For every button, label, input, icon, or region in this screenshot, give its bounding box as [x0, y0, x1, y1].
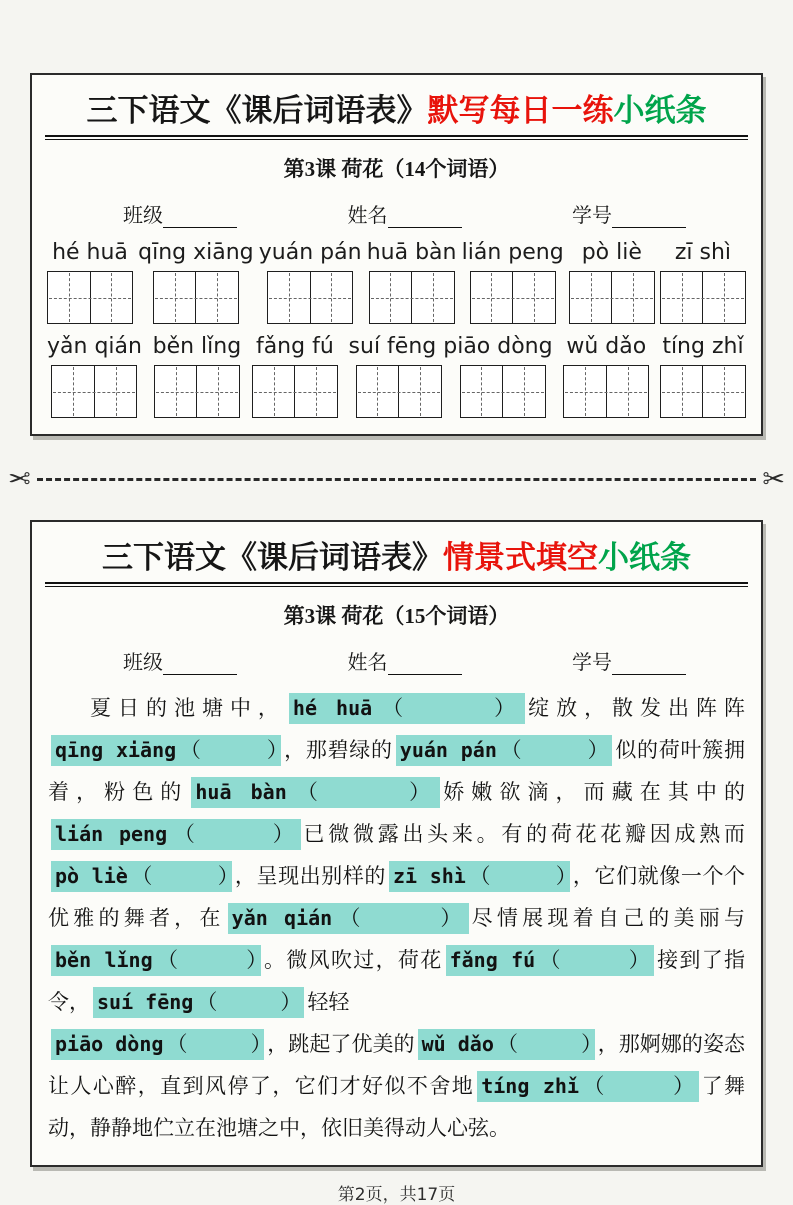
pinyin-label: fǎng fú	[449, 948, 536, 972]
grid-cell	[661, 272, 704, 323]
slip1-title-black: 三下语文《课后词语表》	[86, 93, 428, 129]
pinyin-label: běn lǐng	[152, 334, 242, 359]
word-blank	[191, 777, 440, 808]
writing-box-group	[660, 271, 746, 324]
passage-text: ，那婀娜的姿态让人心醉，直到风停了，它们才好似不舍地	[48, 1032, 746, 1098]
answer-parentheses: （ ）	[335, 906, 466, 930]
title-double-rule	[45, 135, 748, 140]
name-blank-line	[388, 205, 462, 228]
writing-box-group	[356, 365, 546, 418]
grid-cell	[703, 366, 745, 417]
pinyin-label: huā bàn	[366, 240, 457, 265]
character-grid-box	[47, 271, 133, 324]
writing-box-group	[51, 365, 137, 418]
pinyin-label: zī shì	[674, 240, 732, 265]
answer-parentheses: （ ）	[538, 948, 652, 972]
writing-box-group	[154, 365, 240, 418]
grid-cell	[607, 366, 649, 417]
pinyin-label: piāo dòng	[55, 1032, 164, 1056]
pinyin-label: tíng zhǐ	[662, 334, 744, 359]
cut-divider	[8, 462, 785, 496]
pinyin-label: yǎn qián	[231, 906, 333, 930]
character-grid-box	[51, 365, 137, 418]
dictation-word	[660, 240, 746, 324]
grid-cell	[503, 366, 545, 417]
pinyin-label: wǔ dǎo	[566, 334, 647, 359]
passage-text: 轻轻	[307, 990, 350, 1014]
pinyin-label: yǎn qián	[47, 334, 142, 359]
fill-in-passage	[45, 687, 748, 1149]
grid-cell	[399, 366, 441, 417]
slip2-title-red: 情景式填空	[443, 540, 598, 576]
student-number-label: 学号	[572, 652, 612, 674]
word-blank	[446, 945, 655, 976]
grid-cell	[612, 272, 654, 323]
character-grid-box	[153, 271, 239, 324]
dictation-grid-area	[45, 240, 748, 418]
word-blank	[396, 735, 613, 766]
writing-box-group	[660, 365, 746, 418]
grid-cell	[513, 272, 555, 323]
slip2-title	[45, 528, 748, 577]
class-label: 班级	[123, 205, 163, 227]
word-blank	[51, 819, 301, 850]
dictation-word	[47, 240, 133, 324]
word-blank	[289, 693, 525, 724]
name-label: 姓名	[347, 652, 388, 674]
dictation-row	[47, 240, 746, 324]
name-blank-line	[388, 652, 462, 675]
dictation-word	[569, 240, 655, 324]
grid-cell	[48, 272, 91, 323]
character-grid-box	[356, 365, 442, 418]
grid-cell	[91, 272, 133, 323]
answer-parentheses: （ ）	[468, 864, 567, 888]
class-blank-line	[163, 205, 237, 228]
pinyin-label: lián peng	[55, 822, 168, 846]
writing-box-group	[470, 271, 556, 324]
answer-parentheses: （ ）	[155, 948, 259, 972]
character-grid-box	[660, 271, 746, 324]
dictation-word	[367, 240, 457, 324]
page-number: 第2页，共17页	[337, 1185, 456, 1205]
grid-cell	[155, 366, 198, 417]
pinyin-label: fǎng fú	[255, 334, 334, 359]
passage-text: 了舞动，静静地伫立在池塘之中，依旧美得动人心弦。	[48, 1074, 746, 1140]
word-blank	[477, 1071, 698, 1102]
slip1-title-red: 默写每日一练	[427, 93, 614, 129]
class-label: 班级	[123, 652, 163, 674]
answer-parentheses: （ ）	[499, 738, 610, 762]
student-number-field	[572, 199, 686, 228]
grid-cell	[311, 272, 353, 323]
grid-cell	[370, 272, 413, 323]
pinyin-label: suí fēng	[97, 990, 194, 1014]
answer-parentheses: （ ）	[179, 738, 279, 762]
pinyin-label: pò liè	[581, 240, 642, 265]
word-blank	[389, 861, 570, 892]
name-field	[348, 199, 462, 228]
grid-cell	[570, 272, 613, 323]
pinyin-label: wǔ dǎo	[421, 1032, 494, 1056]
dictation-slip-card	[30, 73, 763, 436]
slip1-title	[45, 81, 748, 130]
grid-cell	[703, 272, 745, 323]
grid-cell	[564, 366, 607, 417]
slip2-lesson-subtitle: 第3课 荷花（15个词语）	[283, 604, 510, 628]
grid-cell	[471, 272, 514, 323]
grid-cell	[52, 366, 95, 417]
pinyin-label: suí fēng piāo dòng	[348, 334, 553, 359]
student-number-label: 学号	[572, 205, 612, 227]
grid-cell	[196, 272, 238, 323]
pinyin-label: yuán pán	[258, 240, 362, 265]
slip1-title-green: 小纸条	[613, 93, 707, 129]
answer-parentheses: （ ）	[170, 822, 298, 846]
writing-box-group	[252, 365, 338, 418]
slip2-title-black: 三下语文《课后词语表》	[102, 540, 443, 576]
class-blank-line	[163, 652, 237, 675]
writing-box-group	[153, 271, 239, 324]
pinyin-label: zī shì	[393, 864, 466, 888]
word-blank	[51, 735, 281, 766]
character-grid-box	[267, 271, 353, 324]
word-blank	[51, 861, 232, 892]
word-blank	[418, 1029, 595, 1060]
pinyin-label: huā bàn	[195, 780, 287, 804]
dictation-word	[259, 240, 362, 324]
passage-text: ，跳起了优美的	[267, 1032, 415, 1056]
word-blank	[228, 903, 469, 934]
writing-box-group	[563, 365, 649, 418]
cut-dashed-line	[37, 478, 757, 481]
grid-cell	[412, 272, 454, 323]
character-grid-box	[563, 365, 649, 418]
passage-text: ，它们就像一个个优雅的舞者，在	[48, 864, 746, 930]
answer-parentheses: （ ）	[130, 864, 229, 888]
passage-text: 接到了指令，	[48, 948, 746, 1014]
writing-box-group	[267, 271, 353, 324]
dictation-word	[252, 334, 338, 418]
grid-cell	[661, 366, 704, 417]
pinyin-label: hé huā	[52, 240, 128, 265]
passage-text: 绽放，散发出阵阵	[528, 696, 746, 720]
answer-parentheses: （ ）	[166, 1032, 262, 1056]
answer-parentheses: （ ）	[196, 990, 302, 1014]
grid-cell	[197, 366, 239, 417]
dictation-row	[47, 334, 746, 418]
passage-text: ，呈现出别样的	[234, 864, 387, 888]
grid-cell	[95, 366, 137, 417]
dictation-word	[563, 334, 649, 418]
passage-text: ，那碧绿的	[284, 738, 393, 762]
writing-box-group	[47, 271, 133, 324]
character-grid-box	[660, 365, 746, 418]
slip1-lesson-subtitle: 第3课 荷花（14个词语）	[283, 157, 510, 181]
dictation-word	[462, 240, 564, 324]
passage-text: 尽情展现着自己的美丽与	[471, 906, 746, 930]
character-grid-box	[369, 271, 455, 324]
answer-parentheses: （ ）	[581, 1074, 696, 1098]
writing-box-group	[569, 271, 655, 324]
word-blank	[93, 987, 304, 1018]
fill-in-slip-card	[30, 520, 763, 1167]
dictation-word	[153, 334, 242, 418]
pinyin-label: qīng xiāng	[138, 240, 254, 265]
grid-cell	[295, 366, 337, 417]
name-label: 姓名	[347, 205, 388, 227]
dictation-word	[349, 334, 553, 418]
passage-text: 。微风吹过，荷花	[264, 948, 443, 972]
pinyin-label: běn lǐng	[55, 948, 153, 972]
passage-text: 已微微露出头来。有的荷花花瓣因成熟而	[303, 822, 745, 846]
dictation-word	[138, 240, 254, 324]
character-grid-box	[252, 365, 338, 418]
answer-parentheses: （ ）	[496, 1032, 592, 1056]
pinyin-label: yuán pán	[399, 738, 497, 762]
slip2-fields-row	[45, 646, 748, 675]
slip2-title-green: 小纸条	[598, 540, 691, 576]
grid-cell	[357, 366, 400, 417]
student-number-blank-line	[612, 205, 686, 228]
name-field	[348, 646, 462, 675]
character-grid-box	[154, 365, 240, 418]
character-grid-box	[569, 271, 655, 324]
pinyin-label: pò liè	[55, 864, 128, 888]
pinyin-label: qīng xiāng	[55, 738, 177, 762]
scissors-icon-left: ✂	[8, 463, 31, 495]
grid-cell	[154, 272, 197, 323]
word-blank	[51, 945, 261, 976]
writing-box-group	[369, 271, 455, 324]
answer-parentheses: （ ）	[289, 780, 438, 804]
pinyin-label: hé huā	[292, 696, 373, 720]
pinyin-label: lián peng	[461, 240, 564, 265]
pinyin-label: tíng zhǐ	[481, 1074, 579, 1098]
character-grid-box	[470, 271, 556, 324]
grid-cell	[268, 272, 311, 323]
grid-cell	[461, 366, 504, 417]
title-double-rule	[45, 582, 748, 587]
dictation-word	[47, 334, 142, 418]
student-number-field	[572, 646, 686, 675]
character-grid-box	[460, 365, 546, 418]
passage-text: 似的荷叶簇拥着，粉色的	[48, 738, 746, 804]
passage-text: 娇嫩欲滴，而藏在其中的	[443, 780, 746, 804]
word-blank	[51, 1029, 264, 1060]
passage-text: 夏日的池塘中，	[90, 696, 286, 720]
class-field	[123, 646, 237, 675]
student-number-blank-line	[612, 652, 686, 675]
slip1-fields-row	[45, 199, 748, 228]
dictation-word	[660, 334, 746, 418]
class-field	[123, 199, 237, 228]
scissors-icon-right: ✂	[762, 463, 785, 495]
answer-parentheses: （ ）	[375, 696, 523, 720]
grid-cell	[253, 366, 296, 417]
